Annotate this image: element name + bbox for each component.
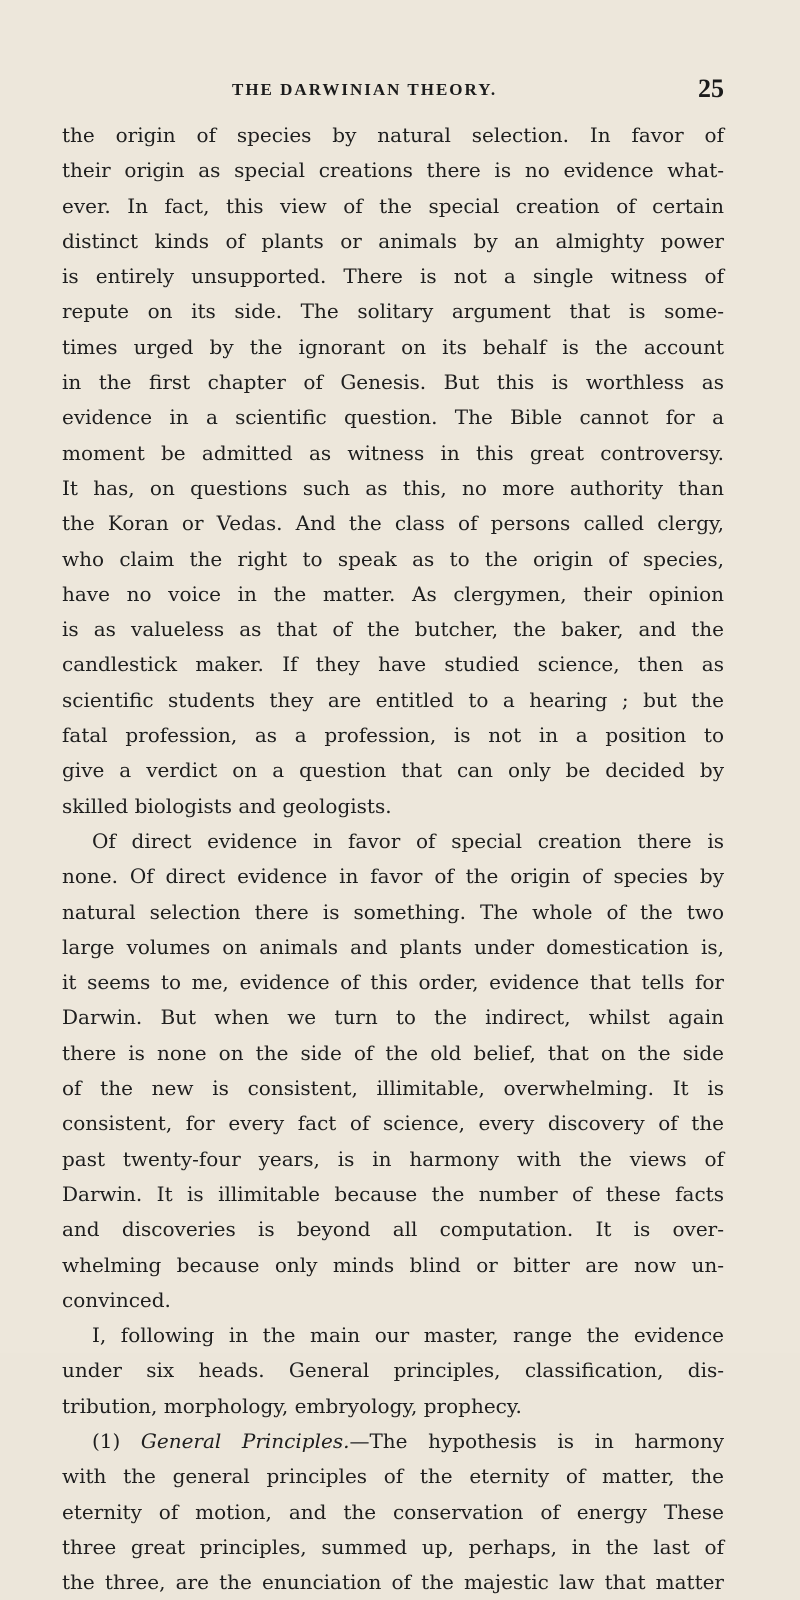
running-head: THE DARWINIAN THEORY.	[232, 80, 498, 99]
text-line: under six heads. General principles, classification, dis-	[62, 1358, 724, 1383]
text-line: in the first chapter of Genesis. But this is worthless as	[62, 370, 724, 395]
text-line: evidence in a scientific question. The Bible cannot for a	[62, 405, 724, 430]
text-line: distinct kinds of plants or animals by an almighty power	[62, 228, 724, 253]
text-line: skilled biologists and geologists.	[62, 793, 392, 818]
text-line: fatal profession, as a profession, is not in a position to	[62, 723, 724, 748]
text-line: give a verdict on a question that can only be decided by	[62, 758, 724, 783]
text-line: the three, are the enunciation of the majestic law that matter	[62, 1570, 724, 1595]
text-line: eternity of motion, and the conservation of energy These	[62, 1499, 724, 1524]
text-line: Of direct evidence in favor of special creation there is	[92, 828, 724, 853]
text-line: is as valueless as that of the butcher, the baker, and the	[62, 617, 724, 642]
text-line: consistent, for every fact of science, every discovery of the	[62, 1111, 724, 1136]
text-line: Darwin. But when we turn to the indirect, whilst again	[62, 1005, 724, 1030]
text-line: whelming because only minds blind or bitter are now un-	[62, 1252, 724, 1277]
text-line: their origin as special creations there is no evidence what-	[62, 158, 724, 183]
text-line: scientific students they are entitled to a hearing ; but the	[62, 687, 724, 712]
text-line: tribution, morphology, embryology, prophecy.	[62, 1393, 522, 1418]
text-line: repute on its side. The solitary argument that is some-	[62, 299, 724, 324]
text-line: ever. In fact, this view of the special creation of certain	[62, 193, 724, 218]
text-line: past twenty-four years, is in harmony with the views of	[62, 1146, 724, 1171]
text-line: I, following in the main our master, range the evidence	[92, 1323, 724, 1348]
text-line: Darwin. It is illimitable because the number of these facts	[62, 1181, 724, 1206]
text-line: have no voice in the matter. As clergymen, their opinion	[62, 581, 724, 606]
page-number: 25	[698, 74, 724, 103]
text-line: the Koran or Vedas. And the class of persons called clergy,	[62, 511, 724, 536]
text-line: the origin of species by natural selection. In favor of	[62, 123, 724, 147]
text-line: and discoveries is beyond all computation. It is over-	[62, 1217, 724, 1242]
text-line: times urged by the ignorant on its behalf is the account	[62, 334, 724, 359]
text-line: it seems to me, evidence of this order, evidence that tells for	[62, 970, 724, 995]
section-heading-line	[62, 1424, 724, 1459]
text-line: with the general principles of the eternity of matter, the	[62, 1464, 724, 1489]
text-line: candlestick maker. If they have studied science, then as	[62, 652, 724, 677]
text-line: none. Of direct evidence in favor of the origin of species by	[62, 864, 724, 889]
text-line: of the new is consistent, illimitable, overwhelming. It is	[62, 1076, 724, 1101]
text-line: natural selection there is something. The whole of the two	[62, 899, 724, 924]
text-line: three great principles, summed up, perhaps, in the last of	[62, 1534, 724, 1559]
page-header	[62, 74, 724, 106]
text-line: It has, on questions such as this, no more authority than	[62, 475, 724, 500]
section-title: General Principles.	[140, 1428, 350, 1453]
section-number: (1)	[92, 1428, 141, 1453]
text-line: who claim the right to speak as to the origin of species,	[62, 546, 724, 571]
text-line: moment be admitted as witness in this great controversy.	[62, 440, 724, 465]
text-line: there is none on the side of the old belief, that on the side	[62, 1040, 724, 1065]
text-line: convinced.	[62, 1287, 171, 1312]
text-line: large volumes on animals and plants under domestication is,	[62, 934, 724, 959]
text-line: is entirely unsupported. There is not a single witness of	[62, 264, 724, 289]
section-text: —The hypothesis is in harmony	[349, 1428, 724, 1453]
body-text	[62, 118, 724, 1600]
